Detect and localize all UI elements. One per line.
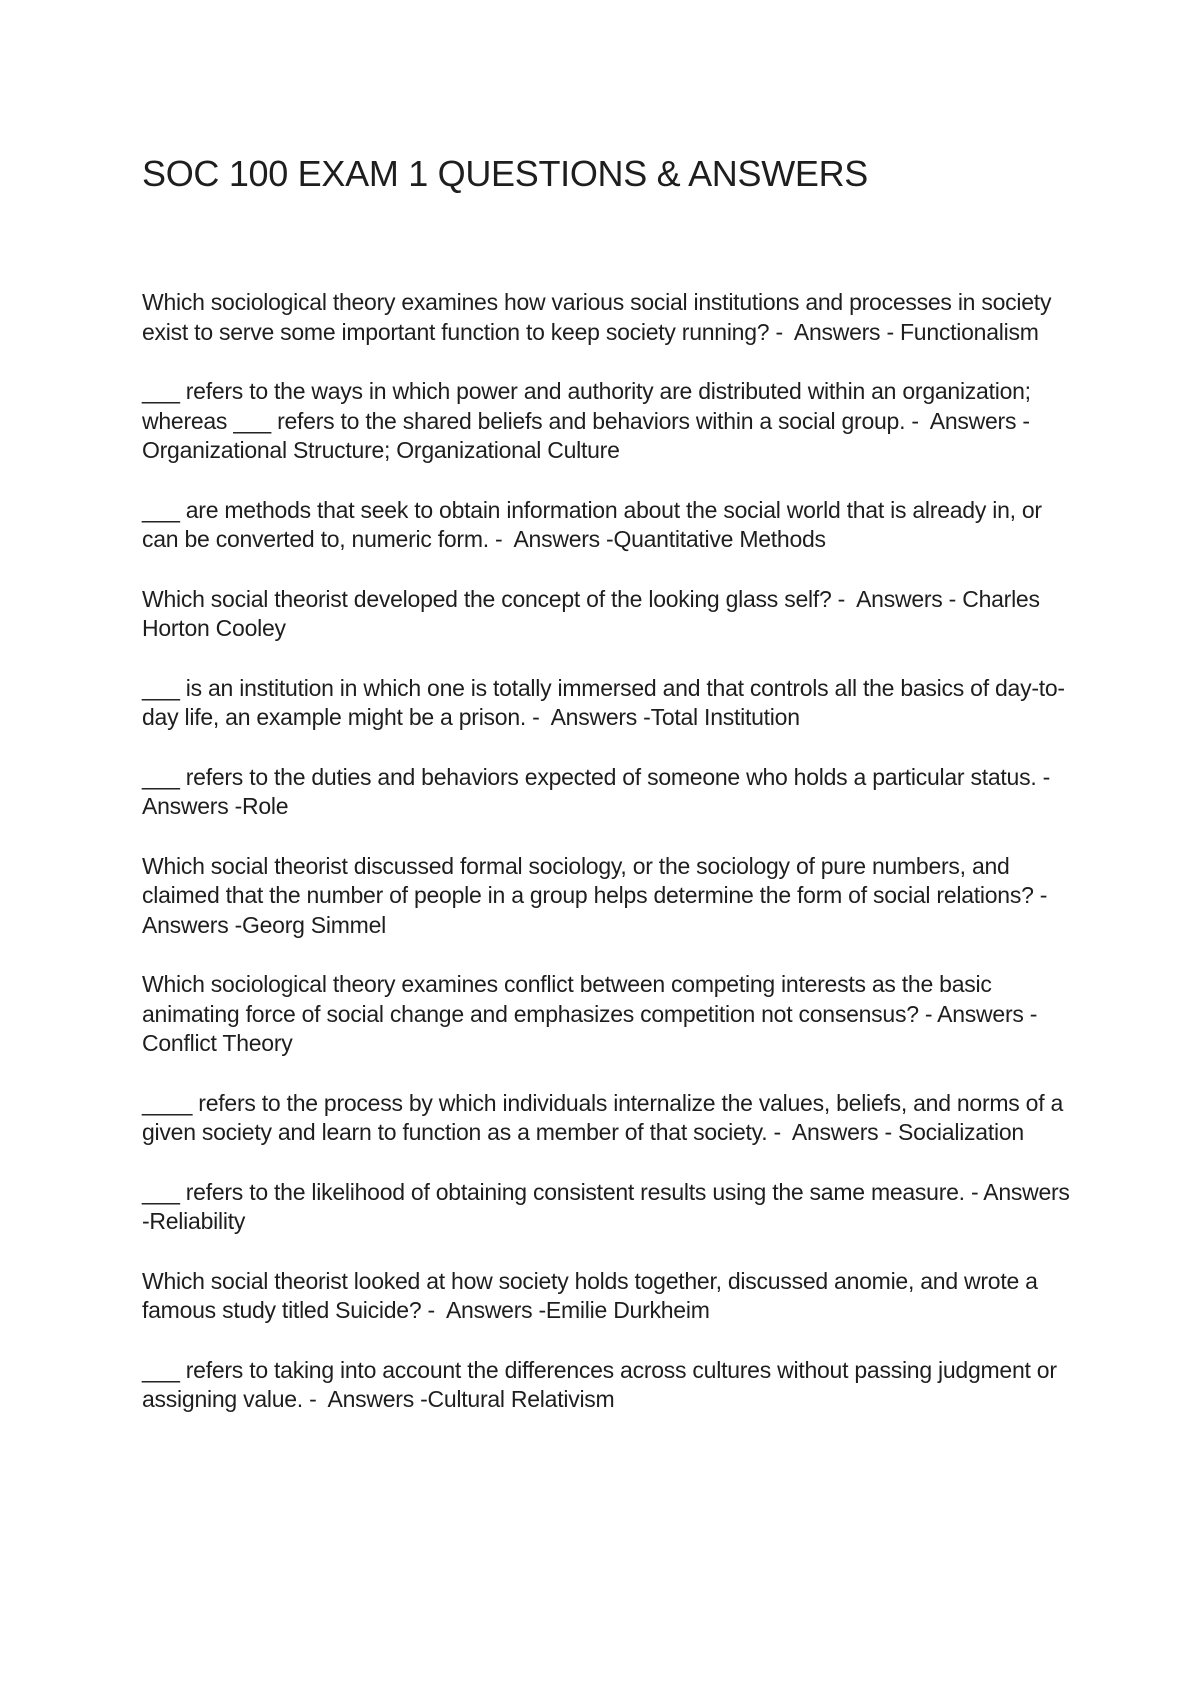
qa-list (142, 288, 1076, 1415)
qa-item: Which social theorist discussed formal sociology, or the sociology of pure numbers, and claimed that the number of people in a group helps determine the form of social relations? - Answers -Georg Simmel (142, 852, 1059, 938)
qa-item: Which sociological theory examines how various social institutions and processes in society exist to serve some important function to keep society running? - Answers - Functionalism (142, 289, 1058, 345)
qa-item: ___ refers to the likelihood of obtaining consistent results using the same measure. - Answers -Reliability (142, 1178, 1076, 1234)
qa-item: ___ refers to the ways in which power and authority are distributed within an organization; whereas ___ refers to the shared beliefs and behaviors within a social group. - Answers -Organizational Structure; Organizational Culture (142, 378, 1037, 463)
document-title: SOC 100 EXAM 1 QUESTIONS & ANSWERS (142, 153, 869, 194)
qa-item: Which social theorist developed the concept of the looking glass self? - Answers - Charles Horton Cooley (142, 585, 1046, 641)
qa-item: ___ are methods that seek to obtain information about the social world that is already in, or can be converted to, numeric form. - Answers -Quantitative Methods (142, 496, 1048, 552)
qa-item: ___ refers to taking into account the differences across cultures without passing judgment or assigning value. - Answers -Cultural Relativism (142, 1356, 1063, 1412)
qa-item: Which social theorist looked at how society holds together, discussed anomie, and wrote a famous study titled Suicide? - Answers -Emilie Durkheim (142, 1267, 1044, 1323)
qa-item: ___ is an institution in which one is totally immersed and that controls all the basics of day-to-day life, an example might be a prison. - Answers -Total Institution (142, 674, 1065, 730)
qa-item: ___ refers to the duties and behaviors expected of someone who holds a particular status. - Answers -Role (142, 763, 1062, 819)
qa-item: ____ refers to the process by which individuals internalize the values, beliefs, and norms of a given society and learn to function as a member of that society. - Answers - Socialization (142, 1089, 1070, 1145)
qa-item: Which sociological theory examines conflict between competing interests as the basic animating force of social change and emphasizes competition not consensus? - Answers -Conflict Theory (142, 971, 1038, 1056)
